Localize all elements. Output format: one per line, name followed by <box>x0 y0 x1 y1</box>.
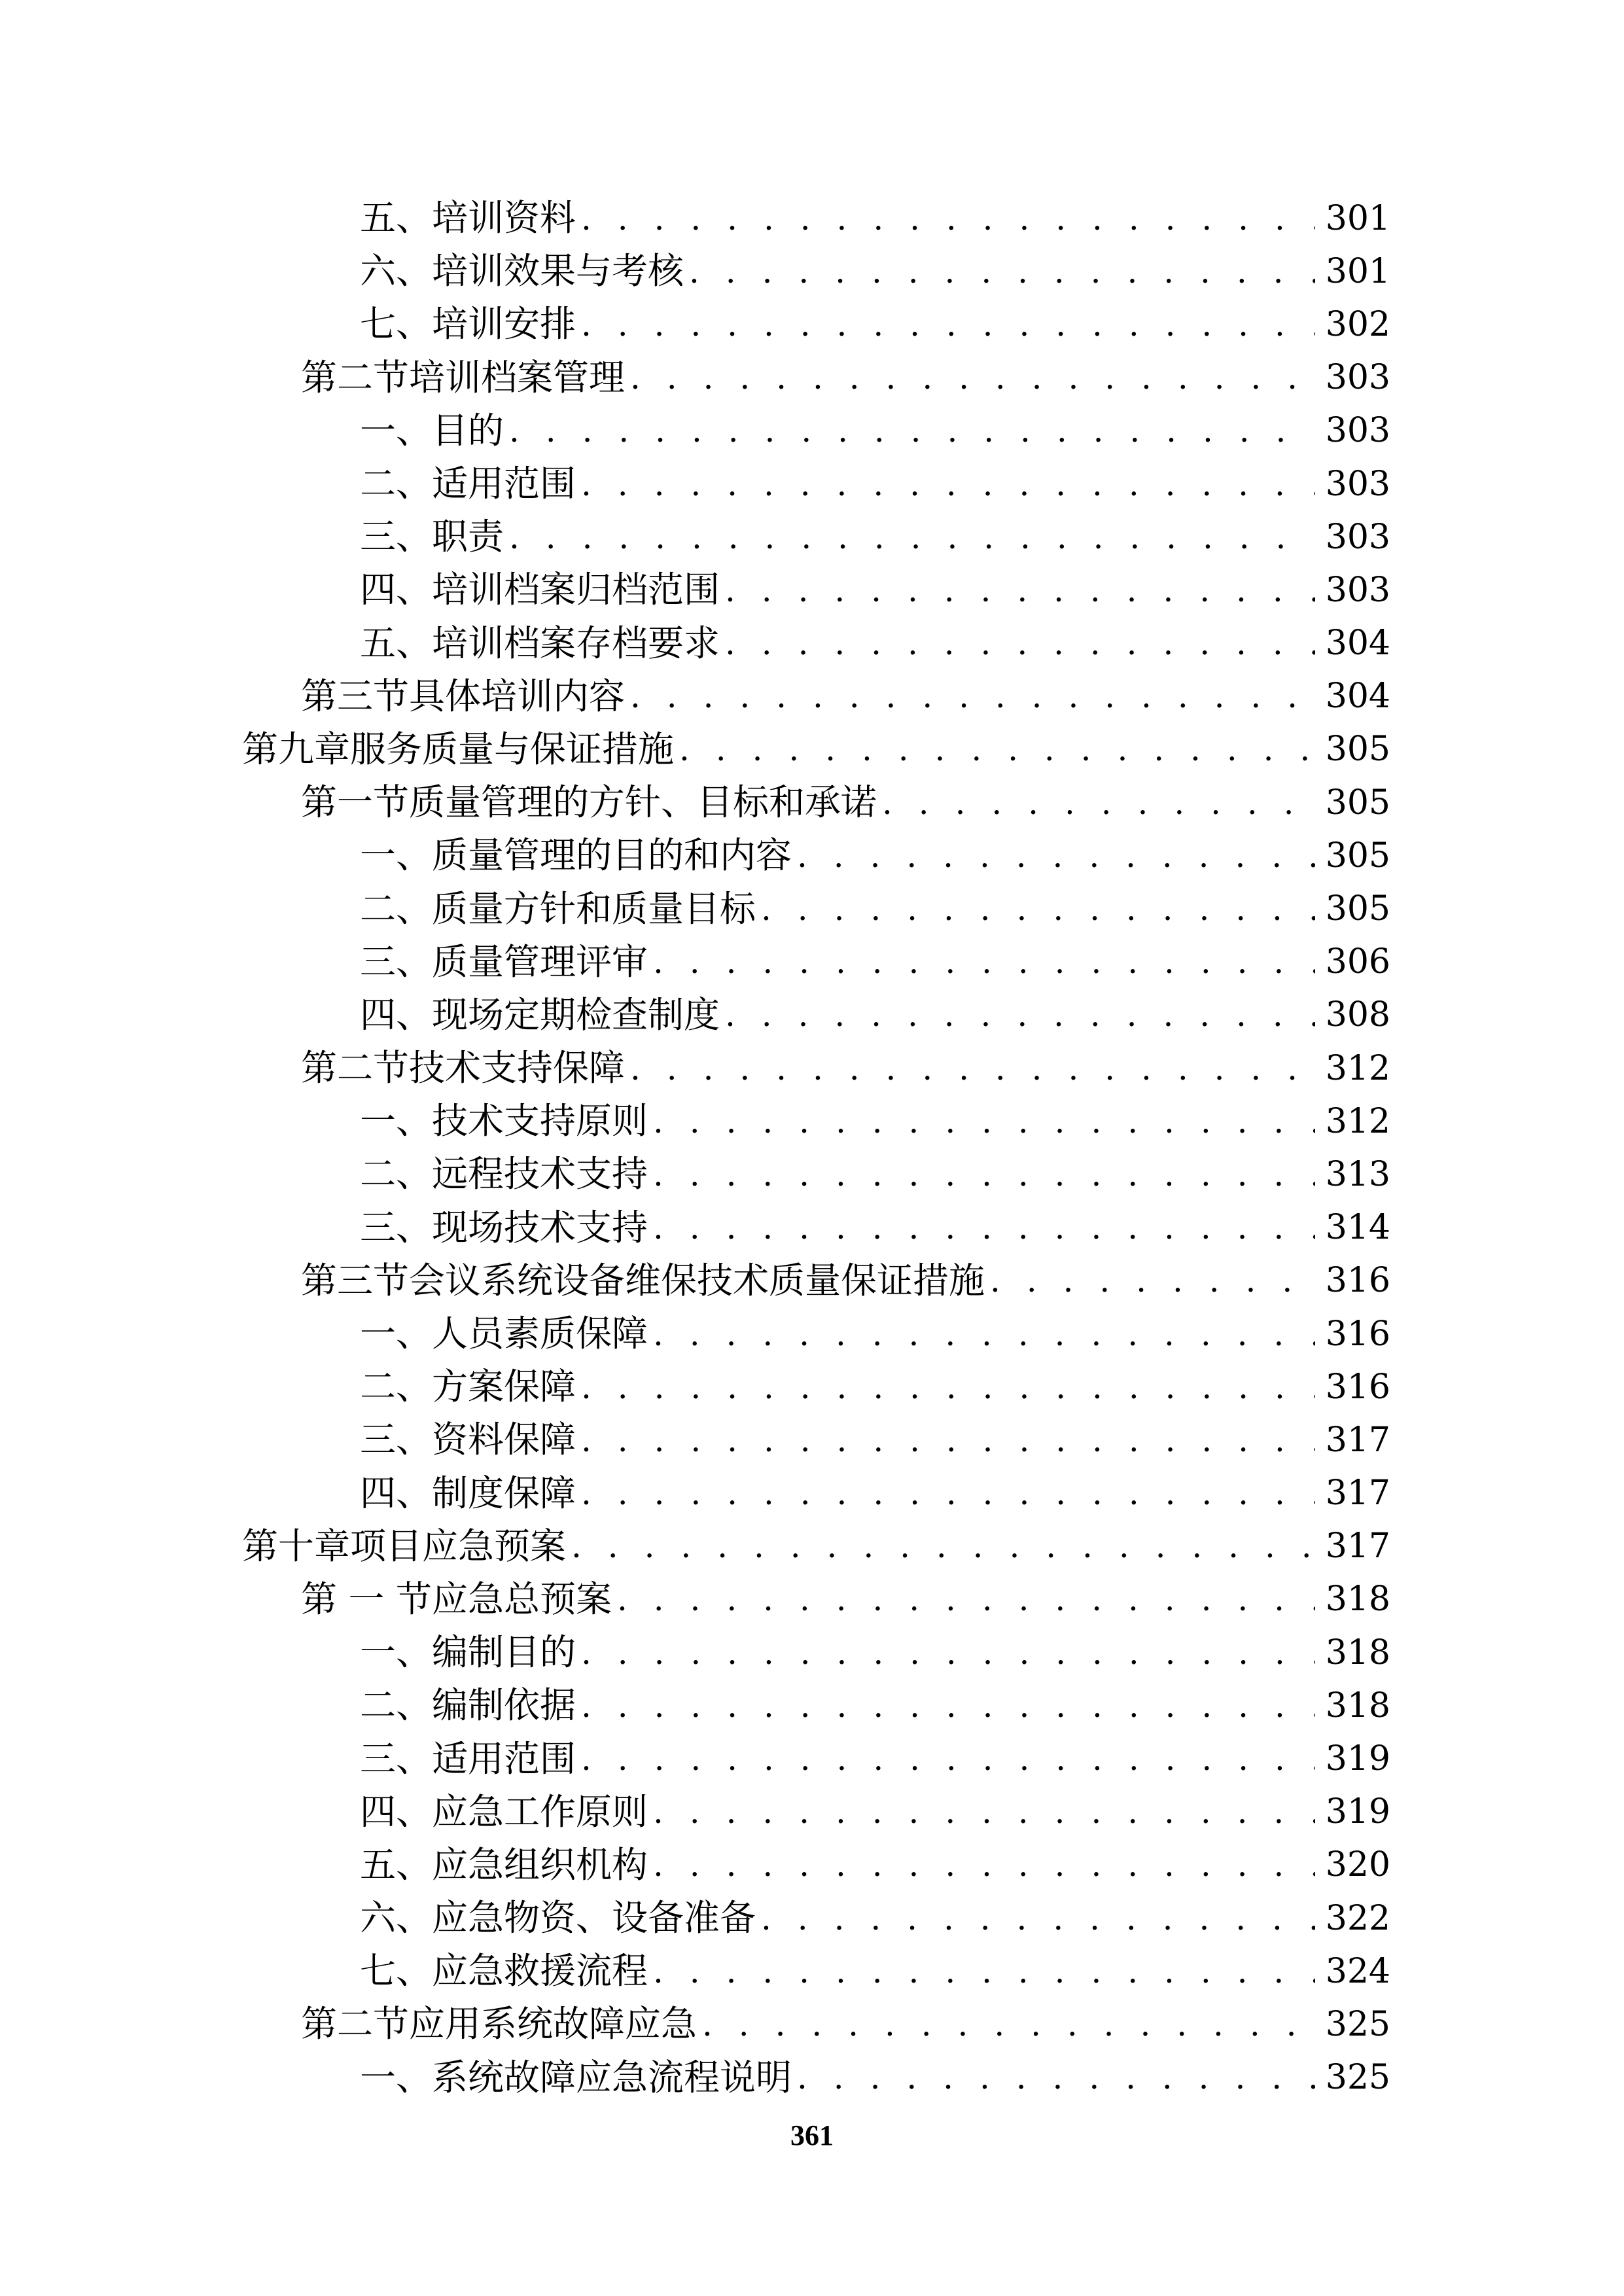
toc-entry-page: 314 <box>1325 1208 1390 1248</box>
toc-entry[interactable] <box>242 245 1390 298</box>
toc-entry[interactable] <box>242 776 1390 829</box>
toc-entry[interactable] <box>242 670 1390 723</box>
toc-entry[interactable] <box>242 1573 1390 1626</box>
toc-entry-page: 322 <box>1325 1898 1390 1938</box>
toc-entry-page: 318 <box>1325 1686 1390 1725</box>
toc-entry-title: 六、应急物资、设备准备 <box>360 1897 756 1939</box>
toc-entry-page: 304 <box>1325 677 1390 716</box>
dot-leader <box>797 839 1315 872</box>
toc-entry-title: 四、培训档案归档范围 <box>360 569 720 611</box>
dot-leader <box>679 733 1315 766</box>
toc-entry[interactable] <box>242 1148 1390 1201</box>
toc-entry-page: 325 <box>1325 2058 1390 2098</box>
toc-entry-page: 319 <box>1325 1739 1390 1779</box>
toc-entry-title: 一、技术支持原则 <box>360 1100 648 1142</box>
dot-leader <box>630 1052 1315 1085</box>
toc-entry-page: 306 <box>1325 942 1390 982</box>
toc-entry-title: 二、编制依据 <box>360 1684 576 1727</box>
toc-entry-page: 318 <box>1325 1580 1390 1619</box>
toc-entry-page: 316 <box>1325 1367 1390 1407</box>
toc-entry-title: 第二节培训档案管理 <box>301 356 626 398</box>
toc-entry[interactable] <box>242 1945 1390 1998</box>
dot-leader <box>797 2061 1315 2094</box>
dot-leader <box>725 574 1315 607</box>
dot-leader <box>581 1477 1315 1510</box>
dot-leader <box>653 1318 1315 1351</box>
dot-leader <box>653 1211 1315 1244</box>
toc-entry-title: 第九章服务质量与保证措施 <box>242 728 675 770</box>
toc-entry[interactable] <box>242 1360 1390 1413</box>
toc-entry-page: 316 <box>1325 1314 1390 1354</box>
toc-entry[interactable] <box>242 1839 1390 1892</box>
toc-entry-title: 二、适用范围 <box>360 463 576 505</box>
toc-entry[interactable] <box>242 1786 1390 1839</box>
toc-entry[interactable] <box>242 723 1390 776</box>
toc-entry[interactable] <box>242 829 1390 882</box>
toc-entry-title: 七、应急救援流程 <box>360 1950 648 1992</box>
toc-entry[interactable] <box>242 351 1390 404</box>
toc-entry[interactable] <box>242 1998 1390 2051</box>
dot-leader <box>581 202 1315 235</box>
toc-entry-page: 303 <box>1325 464 1390 504</box>
toc-entry[interactable] <box>242 1732 1390 1785</box>
toc-entry-page: 313 <box>1325 1154 1390 1194</box>
toc-entry-title: 一、系统故障应急流程说明 <box>360 2056 792 2098</box>
toc-entry[interactable] <box>242 989 1390 1042</box>
toc-entry-title: 一、质量管理的目的和内容 <box>360 834 792 877</box>
toc-entry-title: 四、现场定期检查制度 <box>360 993 720 1036</box>
dot-leader <box>509 414 1315 447</box>
dot-leader <box>630 361 1315 394</box>
toc-entry[interactable] <box>242 936 1390 989</box>
dot-leader <box>617 1583 1315 1616</box>
toc-entry-title: 三、职责 <box>360 516 504 558</box>
toc-entry-page: 325 <box>1325 2004 1390 2044</box>
toc-entry-title: 第二节技术支持保障 <box>301 1047 626 1089</box>
toc-entry-page: 305 <box>1325 730 1390 769</box>
page-number: 361 <box>790 2119 834 2151</box>
toc-entry-page: 302 <box>1325 304 1390 344</box>
toc-entry-page: 303 <box>1325 411 1390 451</box>
toc-entry-page: 305 <box>1325 783 1390 822</box>
toc-entry[interactable] <box>242 404 1390 457</box>
toc-entry-title: 二、质量方针和质量目标 <box>360 887 756 930</box>
dot-leader <box>702 2008 1315 2041</box>
toc-entry-page: 317 <box>1325 1527 1390 1566</box>
dot-leader <box>571 1530 1315 1563</box>
toc-entry-title: 第一节质量管理的方针、目标和承诺 <box>301 781 877 824</box>
toc-entry[interactable] <box>242 1413 1390 1466</box>
toc-entry-title: 二、远程技术支持 <box>360 1153 648 1195</box>
dot-leader <box>581 1689 1315 1722</box>
dot-leader <box>581 1424 1315 1457</box>
dot-leader <box>581 308 1315 341</box>
toc-entry-page: 317 <box>1325 1474 1390 1513</box>
toc-entry[interactable] <box>242 1892 1390 1945</box>
dot-leader <box>653 945 1315 978</box>
toc-entry-title: 七、培训安排 <box>360 303 576 345</box>
dot-leader <box>509 521 1315 554</box>
dot-leader <box>653 1955 1315 1988</box>
toc-entry[interactable] <box>242 510 1390 563</box>
toc-entry-title: 一、编制目的 <box>360 1631 576 1674</box>
dot-leader <box>581 1636 1315 1669</box>
toc-entry-title: 第十章项目应急预案 <box>242 1525 567 1567</box>
toc-entry[interactable] <box>242 1095 1390 1148</box>
toc-entry-title: 四、应急工作原则 <box>360 1790 648 1833</box>
toc-entry-page: 320 <box>1325 1845 1390 1885</box>
toc-entry[interactable] <box>242 1626 1390 1679</box>
toc-entry[interactable] <box>242 1201 1390 1254</box>
toc-entry-title: 一、人员素质保障 <box>360 1313 648 1355</box>
toc-entry[interactable] <box>242 563 1390 616</box>
toc-entry-title: 三、质量管理评审 <box>360 940 648 983</box>
toc-entry[interactable] <box>242 617 1390 670</box>
toc-entry[interactable] <box>242 1679 1390 1732</box>
dot-leader <box>653 1158 1315 1191</box>
toc-entry-page: 305 <box>1325 836 1390 875</box>
dot-leader <box>689 255 1315 288</box>
toc-entry-page: 308 <box>1325 995 1390 1035</box>
toc-entry-page: 319 <box>1325 1792 1390 1832</box>
dot-leader <box>725 998 1315 1031</box>
toc-entry[interactable] <box>242 1254 1390 1307</box>
toc-entry-page: 324 <box>1325 1951 1390 1991</box>
toc-entry[interactable] <box>242 1042 1390 1095</box>
toc-entry-title: 五、培训档案存档要求 <box>360 622 720 664</box>
toc-entry-page: 303 <box>1325 570 1390 610</box>
toc-entry[interactable] <box>242 1307 1390 1360</box>
toc-entry-page: 303 <box>1325 358 1390 398</box>
toc-entry-title: 二、方案保障 <box>360 1366 576 1408</box>
dot-leader <box>725 627 1315 660</box>
toc-entry-title: 第二节应用系统故障应急 <box>301 2003 697 2045</box>
dot-leader <box>581 1371 1315 1404</box>
toc-entry-title: 五、培训资料 <box>360 197 576 239</box>
toc-entry-title: 第三节会议系统设备维保技术质量保证措施 <box>301 1259 985 1301</box>
toc-entry-title: 四、制度保障 <box>360 1472 576 1514</box>
toc-entry[interactable] <box>242 298 1390 351</box>
toc-entry-page: 304 <box>1325 624 1390 663</box>
toc-entry-page: 318 <box>1325 1633 1390 1672</box>
toc-entry[interactable] <box>242 192 1390 245</box>
dot-leader <box>990 1264 1315 1297</box>
toc-entry-page: 301 <box>1325 251 1390 291</box>
toc-entry-title: 第 一 节应急总预案 <box>301 1578 612 1620</box>
toc-entry-page: 301 <box>1325 198 1390 238</box>
table-of-contents <box>242 192 1390 2104</box>
toc-entry-title: 六、培训效果与考核 <box>360 250 684 292</box>
toc-entry-title: 一、目的 <box>360 409 504 451</box>
dot-leader <box>761 892 1315 925</box>
toc-entry-title: 三、现场技术支持 <box>360 1206 648 1248</box>
dot-leader <box>653 1795 1315 1828</box>
dot-leader <box>882 786 1315 819</box>
toc-entry-title: 五、应急组织机构 <box>360 1843 648 1886</box>
dot-leader <box>653 1105 1315 1138</box>
toc-entry[interactable] <box>242 882 1390 935</box>
toc-entry[interactable] <box>242 1467 1390 1520</box>
toc-entry-page: 305 <box>1325 889 1390 929</box>
dot-leader <box>581 1742 1315 1775</box>
toc-entry-title: 三、适用范围 <box>360 1737 576 1780</box>
toc-entry-page: 312 <box>1325 1101 1390 1141</box>
toc-entry-title: 三、资料保障 <box>360 1419 576 1461</box>
toc-entry-page: 317 <box>1325 1420 1390 1460</box>
toc-entry[interactable] <box>242 2051 1390 2104</box>
dot-leader <box>630 680 1315 713</box>
toc-entry[interactable] <box>242 1520 1390 1573</box>
toc-entry-page: 312 <box>1325 1048 1390 1088</box>
dot-leader <box>761 1902 1315 1935</box>
toc-entry[interactable] <box>242 457 1390 510</box>
dot-leader <box>581 468 1315 501</box>
dot-leader <box>653 1848 1315 1881</box>
toc-entry-title: 第三节具体培训内容 <box>301 675 626 717</box>
toc-entry-page: 316 <box>1325 1261 1390 1301</box>
toc-entry-page: 303 <box>1325 517 1390 557</box>
